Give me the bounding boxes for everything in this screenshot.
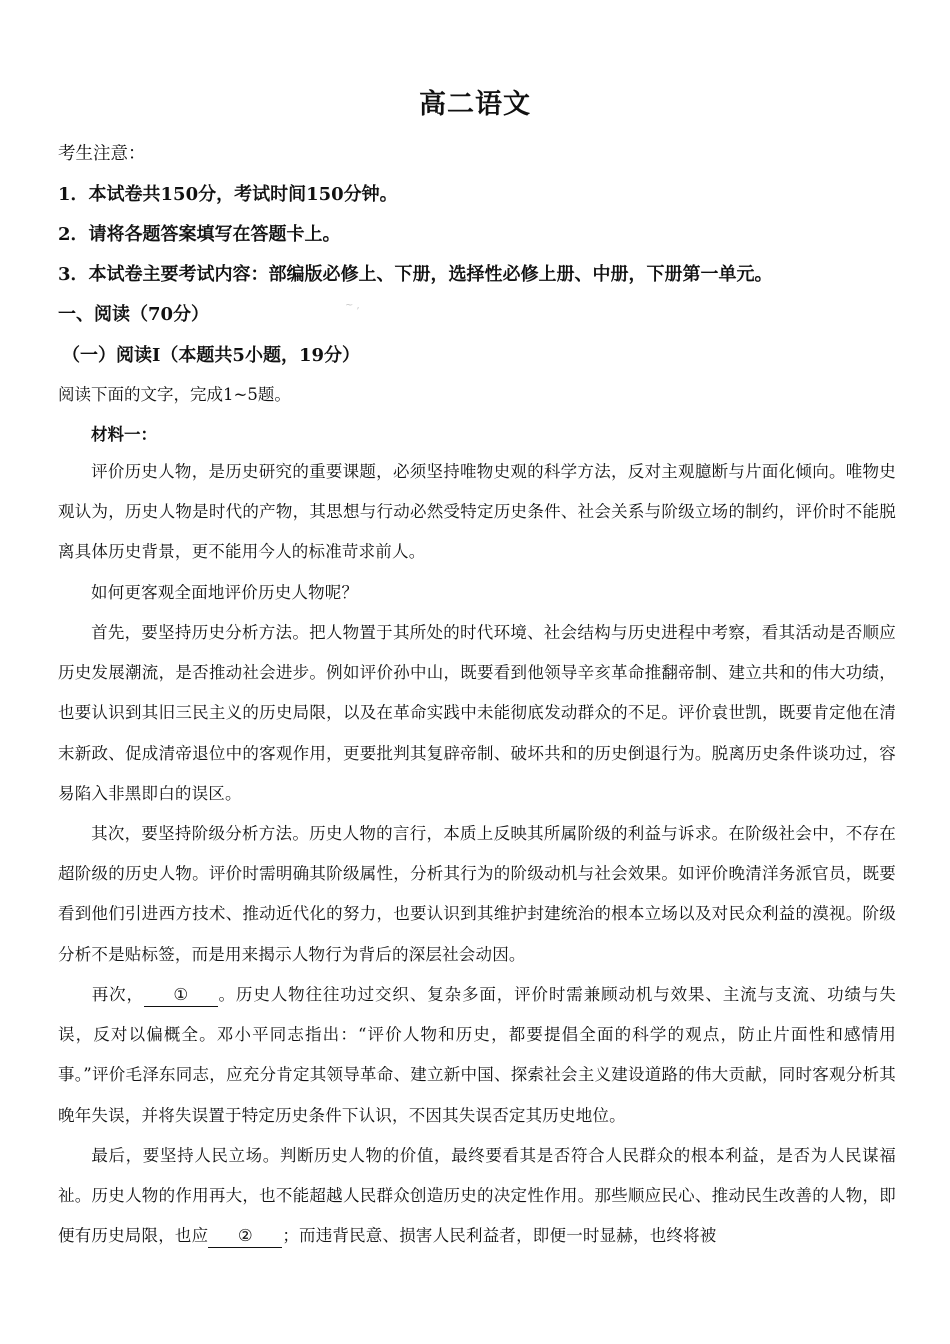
fill-blank-1[interactable]: ① [144, 984, 218, 1007]
paragraph-4-text: 其次，要坚持阶级分析方法。历史人物的言行，本质上反映其所属阶级的利益与诉求。在阶级社会中，不存在超阶级的历史人物。评价时需明确其阶级属性，分析其行为的阶级动机与社会效果。如评价晚清洋务派官员，既要看到他们引进西方技术、推动近代化的努力，也要认识到其维护封建统治的根本立场以及对民众利益的漠视。阶级分析不是贴标签，而是用来揭示人物行为背后的深层社会动因。 [58, 824, 896, 964]
fill-blank-2[interactable]: ② [208, 1225, 282, 1248]
paragraph-6-text-end: ；而违背民意、损害人民利益者，即便一时显赫，也终将被 [282, 1226, 717, 1246]
paragraph-1 [58, 452, 896, 573]
notice-item-3: 3．本试卷主要考试内容：部编版必修上、下册，选择性必修上册、中册，下册第一单元。 [58, 264, 773, 285]
paragraph-3-text: 首先，要坚持历史分析方法。把人物置于其所处的时代环境、社会结构与历史进程中考察，看其活动是否顺应历史发展潮流，是否推动社会进步。例如评价孙中山，既要看到他领导辛亥革命推翻帝制、建立共和的伟大功绩，也要认识到其旧三民主义的历史局限，以及在革命实践中未能彻底发动群众的不足。评价袁世凯，既要肯定他在清末新政、促成清帝退位中的客观作用，更要批判其复辟帝制、破坏共和的历史倒退行为。脱离历史条件谈功过，容易陷入非黑即白的误区。 [58, 623, 896, 803]
material-label: 材料一： [91, 425, 157, 444]
scan-smudge: ~ , [345, 300, 360, 311]
paragraph-2 [58, 573, 896, 613]
paragraph-1-text: 评价历史人物，是历史研究的重要课题，必须坚持唯物史观的科学方法，反对主观臆断与片面化倾向。唯物史观认为，历史人物是时代的产物，其思想与行动必然受特定历史条件、社会关系与阶级立场的制约，评价时不能脱离具体历史背景，更不能用今人的标准苛求前人。 [58, 462, 896, 562]
paragraph-4 [58, 814, 896, 975]
paragraph-5-text-end: 。历史人物往往功过交织、复杂多面，评价时需兼顾动机与效果、主流与支流、功绩与失误，反对以偏概全。邓小平同志指出：“评价人物和历史，都要提倡全面的科学的观点，防止片面性和感情用事。”评价毛泽东同志，应充分肯定其领导革命、建立新中国、探索社会主义建设道路的伟大贡献，同时客观分析其晚年失误，并将失误置于特定历史条件下认识，不因其失误否定其历史地位。 [58, 985, 896, 1125]
section-heading: 一、阅读（70分） [58, 304, 210, 325]
paragraph-3 [58, 613, 896, 814]
notice-item-2: 2．请将各题答案填写在答题卡上。 [58, 224, 341, 245]
paragraph-2-text: 如何更客观全面地评价历史人物呢？ [91, 583, 359, 602]
paragraph-5 [58, 975, 896, 1136]
paragraph-6 [58, 1136, 896, 1257]
notice-item-1: 1．本试卷共150分，考试时间150分钟。 [58, 184, 398, 205]
reading-instruction: 阅读下面的文字，完成1~5题。 [58, 385, 291, 404]
subsection-heading: （一）阅读Ⅰ（本题共5小题，19分） [62, 345, 360, 366]
paragraph-5-text-start: 再次， [91, 985, 144, 1004]
page-title: 高二语文 [419, 89, 531, 120]
notice-heading: 考生注意： [58, 144, 146, 164]
paragraph-6-text-start: 最后，要坚持人民立场。判断历史人物的价值，最终要看其是否符合人民群众的根本利益，是否为人民谋福祉。历史人物的作用再大，也不能超越人民群众创造历史的决定性作用。那些顺应民心、推动民生改善的人物，即便有历史局限，也应 [58, 1146, 896, 1246]
